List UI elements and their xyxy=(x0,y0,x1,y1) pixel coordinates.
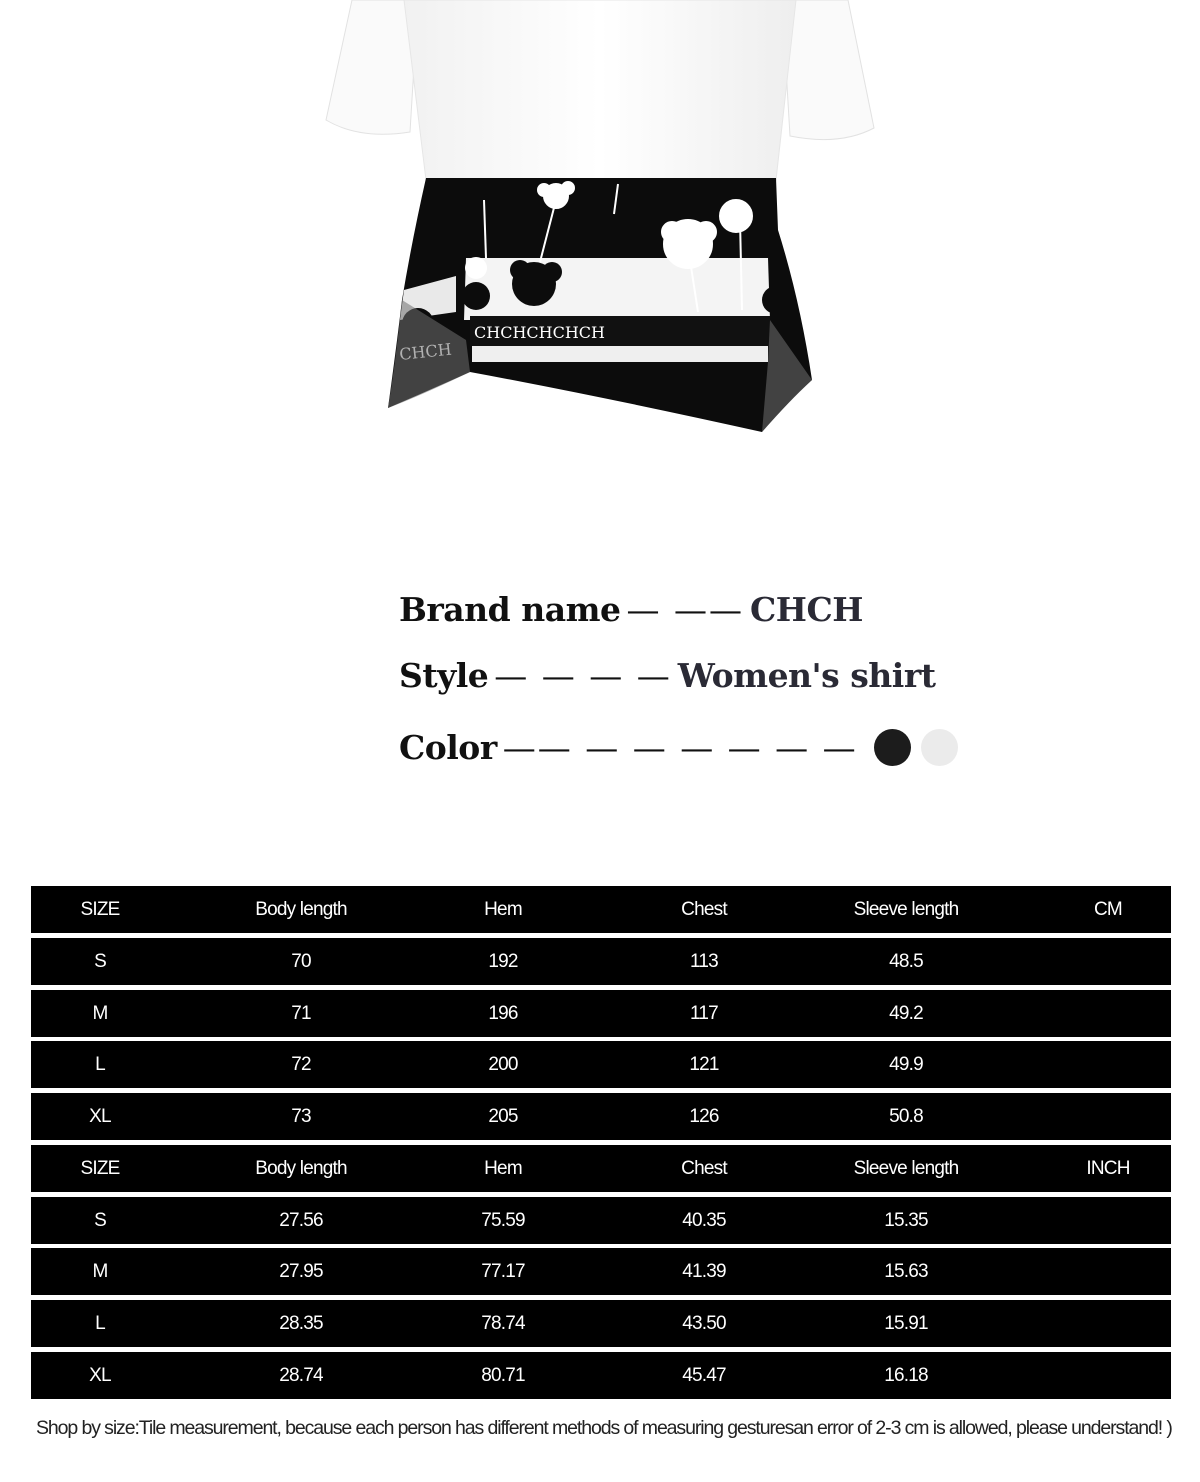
table-row xyxy=(31,1093,1171,1140)
table-row xyxy=(31,1197,1171,1244)
brand-label: Brand name xyxy=(399,589,621,629)
table-cell: 40.35 xyxy=(682,1210,726,1231)
table-cell: 72 xyxy=(291,1054,311,1075)
table-cell: 16.18 xyxy=(884,1365,928,1386)
brand-dashes: — —— xyxy=(626,589,745,629)
header-cell: Sleeve length xyxy=(853,899,959,920)
table-cell: S xyxy=(94,1210,106,1231)
blouse-illustration xyxy=(0,0,1200,470)
table-cell: 15.35 xyxy=(884,1210,928,1231)
color-dashes: —— — — — — — — xyxy=(502,727,858,767)
header-cell: Sleeve length xyxy=(853,1158,959,1179)
table-cell: XL xyxy=(89,1365,111,1386)
color-row xyxy=(399,723,958,771)
color-label: Color xyxy=(399,727,497,767)
table-cell: M xyxy=(92,1261,108,1282)
header-cell: SIZE xyxy=(80,1158,120,1179)
product-image xyxy=(0,0,1200,470)
style-label: Style xyxy=(399,655,489,695)
table-cell: 28.74 xyxy=(279,1365,323,1386)
brand-value: CHCH xyxy=(750,589,863,629)
table-row xyxy=(31,1300,1171,1347)
table-cell: S xyxy=(94,951,106,972)
table-row xyxy=(31,938,1171,985)
header-cell: CM xyxy=(1094,899,1122,920)
color-swatch-black[interactable] xyxy=(874,729,911,766)
table-cell: 15.91 xyxy=(884,1313,928,1334)
table-cell: 192 xyxy=(488,951,518,972)
table-cell: 200 xyxy=(488,1054,518,1075)
header-cell: Body length xyxy=(255,899,347,920)
table-cell: 77.17 xyxy=(481,1261,525,1282)
table-header-inch xyxy=(31,1145,1171,1192)
table-cell: 49.9 xyxy=(889,1054,923,1075)
header-cell: Chest xyxy=(681,899,727,920)
table-cell: 70 xyxy=(291,951,311,972)
table-cell: 205 xyxy=(488,1106,518,1127)
table-cell: 49.2 xyxy=(889,1003,923,1024)
table-row xyxy=(31,1041,1171,1088)
table-row xyxy=(31,1352,1171,1399)
color-swatch-white[interactable] xyxy=(921,729,958,766)
table-header-cm xyxy=(31,886,1171,933)
style-dashes: — — — — xyxy=(494,655,672,695)
table-cell: 196 xyxy=(488,1003,518,1024)
style-value: Women's shirt xyxy=(677,655,936,695)
header-cell: Hem xyxy=(484,1158,522,1179)
table-cell: 71 xyxy=(291,1003,311,1024)
table-cell: 75.59 xyxy=(481,1210,525,1231)
header-cell: Body length xyxy=(255,1158,347,1179)
table-cell: L xyxy=(95,1054,105,1075)
table-cell: 27.56 xyxy=(279,1210,323,1231)
table-cell: 126 xyxy=(689,1106,719,1127)
header-cell: Hem xyxy=(484,899,522,920)
header-cell: Chest xyxy=(681,1158,727,1179)
measurement-footnote: Shop by size:Tile measurement, because each person has different methods of measuring gesturesan error of 2-3 cm is allowed, please understand! ) xyxy=(36,1417,1172,1439)
table-row xyxy=(31,990,1171,1037)
header-cell: INCH xyxy=(1086,1158,1130,1179)
table-cell: 117 xyxy=(690,1003,718,1024)
brand-row xyxy=(399,585,863,633)
table-cell: 113 xyxy=(690,951,718,972)
table-cell: 45.47 xyxy=(682,1365,726,1386)
table-cell: 80.71 xyxy=(481,1365,525,1386)
table-cell: L xyxy=(95,1313,105,1334)
table-cell: 43.50 xyxy=(682,1313,726,1334)
table-cell: 121 xyxy=(689,1054,719,1075)
table-cell: M xyxy=(92,1003,108,1024)
table-cell: 50.8 xyxy=(889,1106,923,1127)
header-cell: SIZE xyxy=(80,899,120,920)
table-cell: 78.74 xyxy=(481,1313,525,1334)
style-row xyxy=(399,651,935,699)
table-row xyxy=(31,1248,1171,1295)
table-cell: 73 xyxy=(291,1106,311,1127)
table-cell: XL xyxy=(89,1106,111,1127)
table-cell: 27.95 xyxy=(279,1261,323,1282)
table-cell: 28.35 xyxy=(279,1313,323,1334)
table-cell: 41.39 xyxy=(682,1261,726,1282)
table-cell: 15.63 xyxy=(884,1261,928,1282)
print-lettering: CHCHCHCHCH xyxy=(474,323,605,342)
table-cell: 48.5 xyxy=(889,951,923,972)
